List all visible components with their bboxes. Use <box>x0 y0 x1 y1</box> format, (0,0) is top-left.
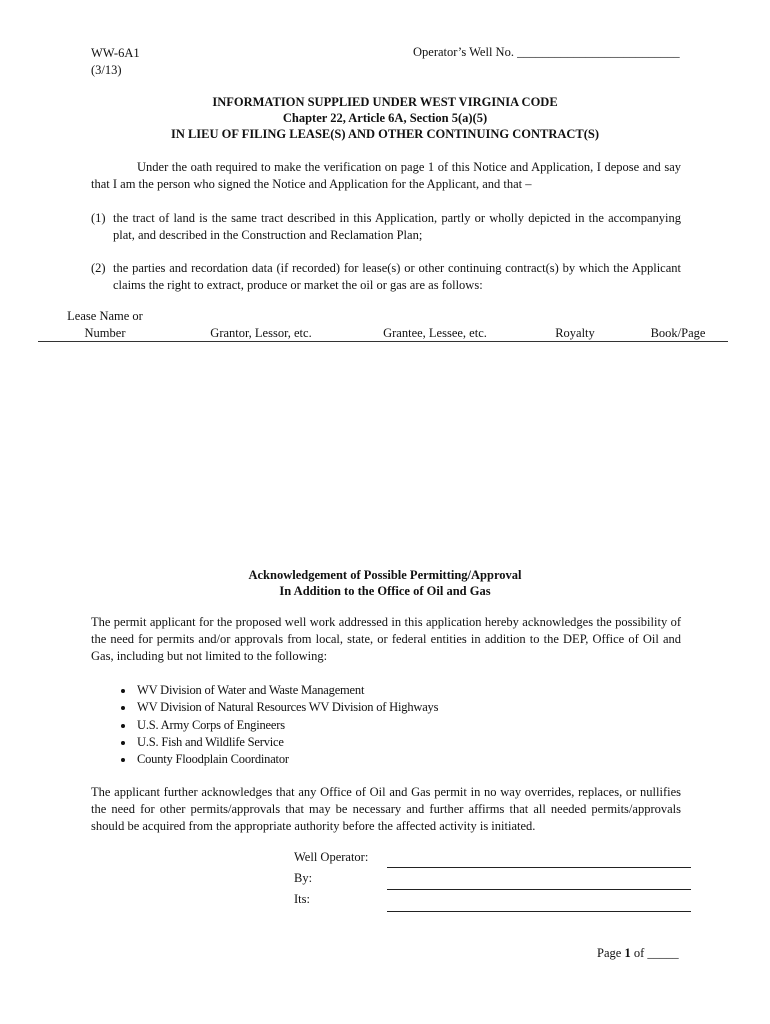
agency-item: • WV Division of Natural Resources WV Division of Highways <box>135 699 438 716</box>
page-number <box>597 946 679 961</box>
operator-well-number-field[interactable]: Operator’s Well No. __________________________ <box>413 45 680 59</box>
well-operator-label: Well Operator: <box>294 850 369 864</box>
ack-title-line-2: In Addition to the Office of Oil and Gas <box>279 584 491 598</box>
by-signature-line[interactable] <box>387 889 691 890</box>
document-title <box>0 94 770 142</box>
its-signature-line[interactable] <box>387 911 691 912</box>
total-pages-blank[interactable]: _____ <box>647 946 679 960</box>
title-line-1: INFORMATION SUPPLIED UNDER WEST VIRGINIA CODE <box>212 95 558 109</box>
acknowledgement-title <box>0 567 770 599</box>
agency-item: • U.S. Fish and Wildlife Service <box>135 734 438 751</box>
acknowledgement-paragraph: The permit applicant for the proposed well work addressed in this application hereby acknowledges the possibility of the need for permits and/or approvals from local, state, or federal entities in addition to the DEP, Office of Oil and Gas, including but not limited to the following: <box>91 615 681 663</box>
agency-item: • County Floodplain Coordinator <box>135 751 438 768</box>
item-text: the parties and recordation data (if recorded) for lease(s) or other continuing contract(s) by which the Applicant claims the right to extract, produce or market the oil or gas are as follows: <box>113 261 681 292</box>
item-text: the tract of land is the same tract described in this Application, partly or wholly depicted in the accompanying plat, and described in the Construction and Reclamation Plan; <box>113 211 681 242</box>
column-header-royalty: Royalty <box>555 326 595 340</box>
closing-paragraph: The applicant further acknowledges that any Office of Oil and Gas permit in no way overrides, replaces, or nullifies the need for other permits/approvals that may be necessary and further affirms that all needed permits/approvals should be acquired from the appropriate authority before the affected activity is initiated. <box>91 785 681 833</box>
oath-statement: Under the oath required to make the verification on page 1 of this Notice and Application, I depose and say that I am the person who signed the Notice and Application for the Applicant, and that – <box>91 160 681 191</box>
item-number: (1) <box>91 211 106 225</box>
form-number: WW-6A1 <box>91 46 140 60</box>
title-line-2: Chapter 22, Article 6A, Section 5(a)(5) <box>282 111 488 125</box>
by-label: By: <box>294 871 313 885</box>
table-header-rule <box>38 341 728 342</box>
well-operator-signature-line[interactable] <box>387 867 691 868</box>
its-label: Its: <box>294 892 310 906</box>
form-revision: (3/13) <box>91 63 122 77</box>
column-header-grantor: Grantor, Lessor, etc. <box>210 326 312 340</box>
form-identifier <box>91 45 140 79</box>
item-number: (2) <box>91 261 106 275</box>
column-header-lease-name <box>58 308 152 342</box>
column-header-book-page: Book/Page <box>650 326 706 340</box>
current-page: 1 <box>624 946 631 960</box>
agency-item: • WV Division of Water and Waste Management <box>135 682 438 699</box>
agency-item: • U.S. Army Corps of Engineers <box>135 717 438 734</box>
list-item <box>91 260 681 294</box>
title-line-3: IN LIEU OF FILING LEASE(S) AND OTHER CONTINUING CONTRACT(S) <box>170 127 600 141</box>
lease-header-line-1: Lease Name or <box>67 309 143 323</box>
column-header-grantee: Grantee, Lessee, etc. <box>383 326 487 340</box>
ack-title-line-1: Acknowledgement of Possible Permitting/Approval <box>248 568 522 582</box>
page-prefix: Page <box>597 946 625 960</box>
page-of: of <box>630 946 648 960</box>
lease-header-line-2: Number <box>84 326 126 340</box>
agency-list <box>91 682 438 768</box>
list-item <box>91 210 681 244</box>
